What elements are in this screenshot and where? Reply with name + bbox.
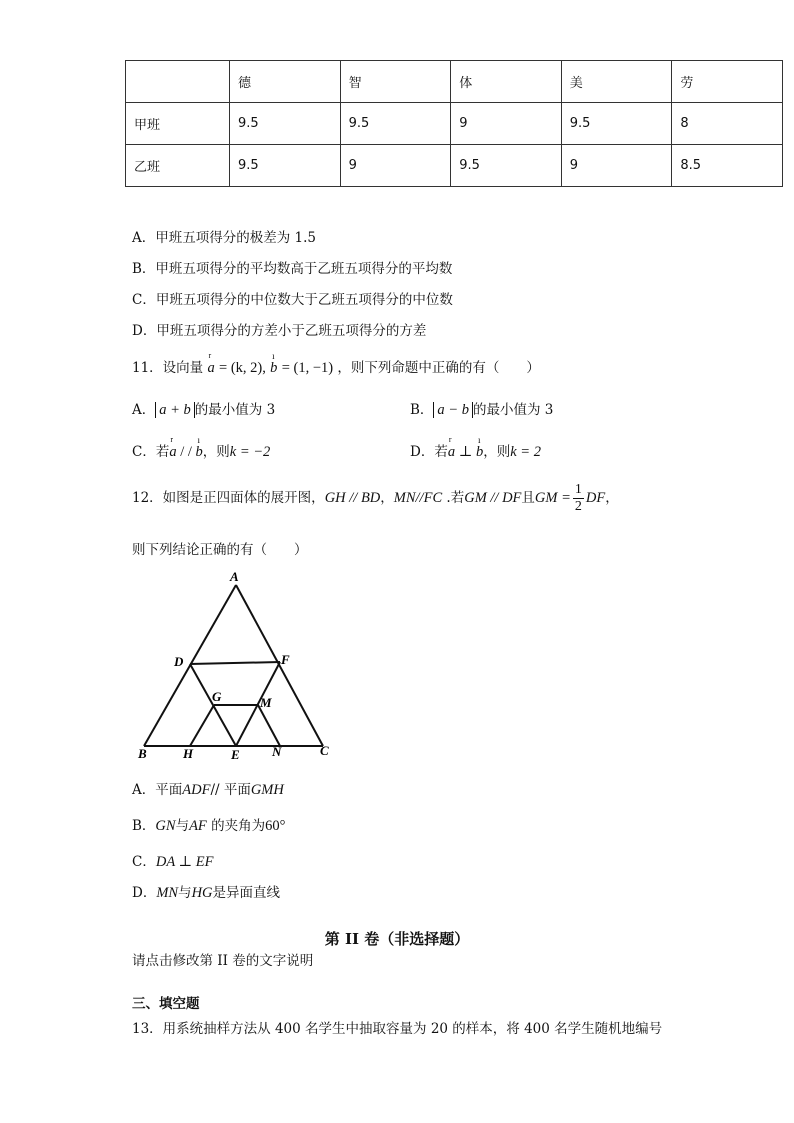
q11-option-a	[132, 398, 275, 419]
table-header-cell: 智	[340, 61, 451, 103]
table-cell: 9	[561, 145, 672, 187]
math: DA ⊥ EF	[155, 854, 214, 870]
math: GMH	[250, 782, 284, 798]
condition: GM // DF	[464, 490, 522, 506]
option-text: ，则	[202, 444, 230, 460]
q12-option-a	[132, 778, 284, 799]
vector-a-value: = (k, 2),	[219, 360, 266, 376]
table-header-cell: 德	[230, 61, 341, 103]
condition: GM =	[534, 490, 571, 506]
math: AF	[189, 818, 207, 834]
table-row	[126, 145, 783, 187]
table-cell: 9.5	[451, 145, 562, 187]
vector-b: ı b	[476, 444, 483, 461]
vector-a: r a	[448, 444, 455, 461]
option-label: D．	[132, 885, 157, 901]
q10-option-b: B．甲班五项得分的平均数高于乙班五项得分的平均数	[132, 261, 453, 277]
vector-a: r a	[169, 444, 176, 461]
option-text: // 平面	[210, 782, 251, 798]
label-C: C	[320, 743, 329, 758]
q11-option-c	[132, 440, 270, 461]
table-cell: 乙班	[126, 145, 230, 187]
q11-option-b	[410, 398, 553, 419]
label-E: E	[231, 747, 240, 762]
math: MN	[156, 885, 179, 901]
q12-line2: 则下列结论正确的有（ ）	[132, 542, 308, 558]
table-header-cell: 体	[451, 61, 562, 103]
magnitude-expr: a − b	[433, 402, 473, 418]
label-H: H	[183, 746, 194, 761]
condition: DF	[585, 490, 606, 506]
q10-option-a: A．甲班五项得分的极差为 1.5	[132, 230, 317, 246]
table-cell: 9.5	[230, 145, 341, 187]
math: HG	[191, 885, 213, 901]
section-note: 请点击修改第 II 卷的文字说明	[132, 953, 314, 969]
label-F: F	[281, 652, 290, 667]
table-row	[126, 103, 783, 145]
option-label: B．	[410, 402, 434, 418]
table-header-cell: 劳	[672, 61, 783, 103]
label-N: N	[272, 744, 282, 759]
option-text: 的最小值为 3	[472, 402, 554, 418]
table-cell: 9.5	[340, 103, 451, 145]
separator: ，	[380, 490, 394, 506]
section-title: 第 II 卷（非选择题）	[324, 930, 470, 948]
table-cell: 9.5	[561, 103, 672, 145]
part-heading: 三、填空题	[132, 996, 200, 1012]
option-text: 与	[175, 818, 190, 834]
option-value: k = −2	[229, 444, 271, 460]
q11-prefix: 11．设向量	[132, 360, 204, 376]
option-label: A．	[132, 402, 156, 418]
vector-b-value: = (1, −1)	[281, 360, 334, 376]
fraction-numerator: 1	[574, 482, 582, 497]
option-value: k = 2	[510, 444, 541, 460]
table-header-cell: 美	[561, 61, 672, 103]
q12-option-c	[132, 850, 214, 871]
table-cell: 9	[451, 103, 562, 145]
vector-a: r a	[207, 360, 214, 377]
separator: 且	[521, 490, 535, 506]
fraction	[573, 482, 584, 515]
label-B: B	[138, 746, 147, 761]
option-label: C．	[132, 854, 156, 870]
option-text: 的夹角为	[206, 818, 266, 834]
fraction-denominator: 2	[574, 499, 582, 514]
option-text: 与	[178, 885, 192, 901]
table-header-row	[126, 61, 783, 103]
option-text: 是异面直线	[212, 885, 281, 901]
option-text: ，则	[483, 444, 511, 460]
q12-option-d	[132, 881, 280, 902]
vector-b: ı b	[196, 444, 203, 461]
perpendicular-symbol: ⊥	[455, 444, 476, 460]
option-label: B．	[132, 818, 156, 834]
condition: MN//FC	[393, 490, 443, 506]
option-value: 60°	[265, 818, 286, 834]
table-cell: 9	[340, 145, 451, 187]
math: ADF	[182, 782, 211, 798]
option-label: A．平面	[132, 782, 183, 798]
q11-stem	[132, 356, 540, 377]
separator: ，	[605, 490, 619, 506]
vector-b: ı b	[270, 360, 277, 377]
table-cell: 8.5	[672, 145, 783, 187]
label-M: M	[260, 695, 272, 710]
option-label: C．若	[132, 444, 170, 460]
table-cell: 9.5	[230, 103, 341, 145]
tetrahedron-net-figure	[130, 565, 345, 765]
label-D: D	[174, 654, 184, 669]
label-G: G	[212, 689, 222, 704]
q11-suffix: ，则下列命题中正确的有（ ）	[337, 360, 540, 376]
q10-option-d: D．甲班五项得分的方差小于乙班五项得分的方差	[132, 323, 427, 339]
q10-option-c: C．甲班五项得分的中位数大于乙班五项得分的中位数	[132, 292, 453, 308]
q12-option-b	[132, 814, 285, 835]
label-A: A	[230, 569, 239, 584]
condition: GH // BD	[324, 490, 381, 506]
q12-prefix: 12．如图是正四面体的展开图，	[132, 490, 325, 506]
score-table	[125, 60, 783, 187]
magnitude-expr: a + b	[155, 402, 195, 418]
table-cell	[126, 61, 230, 103]
q13-stem: 13．用系统抽样方法从 400 名学生中抽取容量为 20 的样本，将 400 名学生随机地编号	[132, 1021, 663, 1037]
table-cell: 8	[672, 103, 783, 145]
q11-option-d	[410, 440, 541, 461]
option-text: 的最小值为 3	[194, 402, 276, 418]
parallel-symbol: / /	[176, 444, 196, 460]
q12-stem	[132, 482, 619, 515]
option-label: D．若	[410, 444, 448, 460]
table-cell: 甲班	[126, 103, 230, 145]
math: GN	[155, 818, 176, 834]
separator: .若	[442, 490, 465, 506]
